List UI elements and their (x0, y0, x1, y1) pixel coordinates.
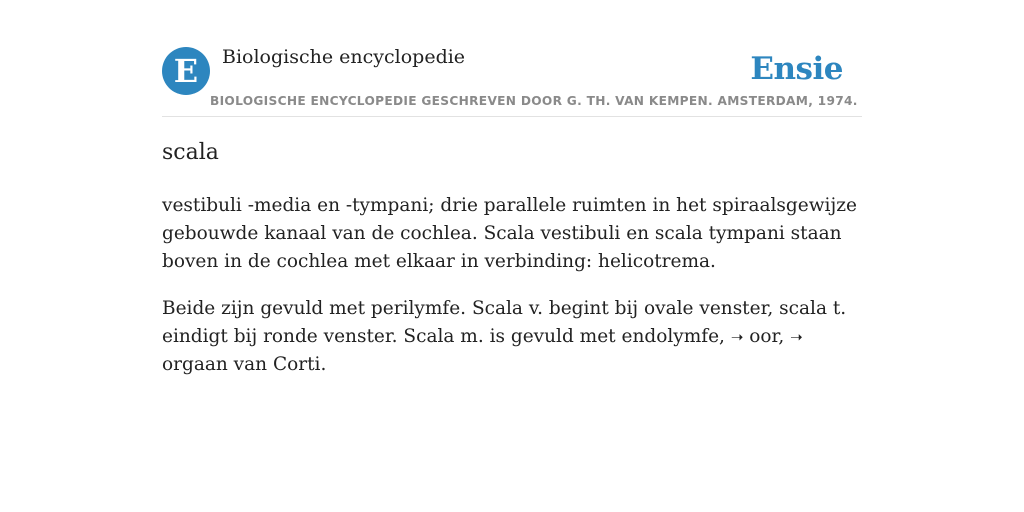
arrow-right-icon: ➝ (790, 328, 803, 346)
page-container (162, 0, 862, 375)
paragraph-2-text: Beide zijn gevuld met perilymfe. Scala v. begint bij ovale venster, scala t. eindigt bij ronde venster. Scala m. is gevuld met endolymfe, (162, 298, 847, 347)
header (162, 0, 862, 117)
source-subtitle: BIOLOGISCHE ENCYCLOPEDIE GESCHREVEN DOOR G. TH. VAN KEMPEN. AMSTERDAM, 1974. (210, 94, 858, 108)
entry-paragraph-1: vestibuli -media en -tympani; drie parallele ruimten in het spiraalsgewijze gebouwde kanaal van de cochlea. Scala vestibuli en scala tympani staan boven in de cochlea met elkaar in verbinding: helicotrema. (162, 195, 857, 272)
entry-body (162, 192, 862, 398)
source-logo[interactable] (162, 47, 210, 95)
link-oor[interactable]: oor (749, 326, 779, 347)
link-separator: , (778, 326, 791, 347)
entry-term: scala (162, 140, 219, 165)
entry-paragraph-2 (162, 295, 862, 379)
brand-logo[interactable]: Ensie (750, 51, 843, 87)
arrow-right-icon: ➝ (730, 328, 744, 346)
paragraph-end: . (320, 354, 327, 375)
source-title[interactable]: Biologische encyclopedie (222, 46, 466, 68)
logo-letter: E (173, 52, 199, 90)
link-orgaan-van-corti[interactable]: orgaan van Corti (162, 354, 321, 375)
